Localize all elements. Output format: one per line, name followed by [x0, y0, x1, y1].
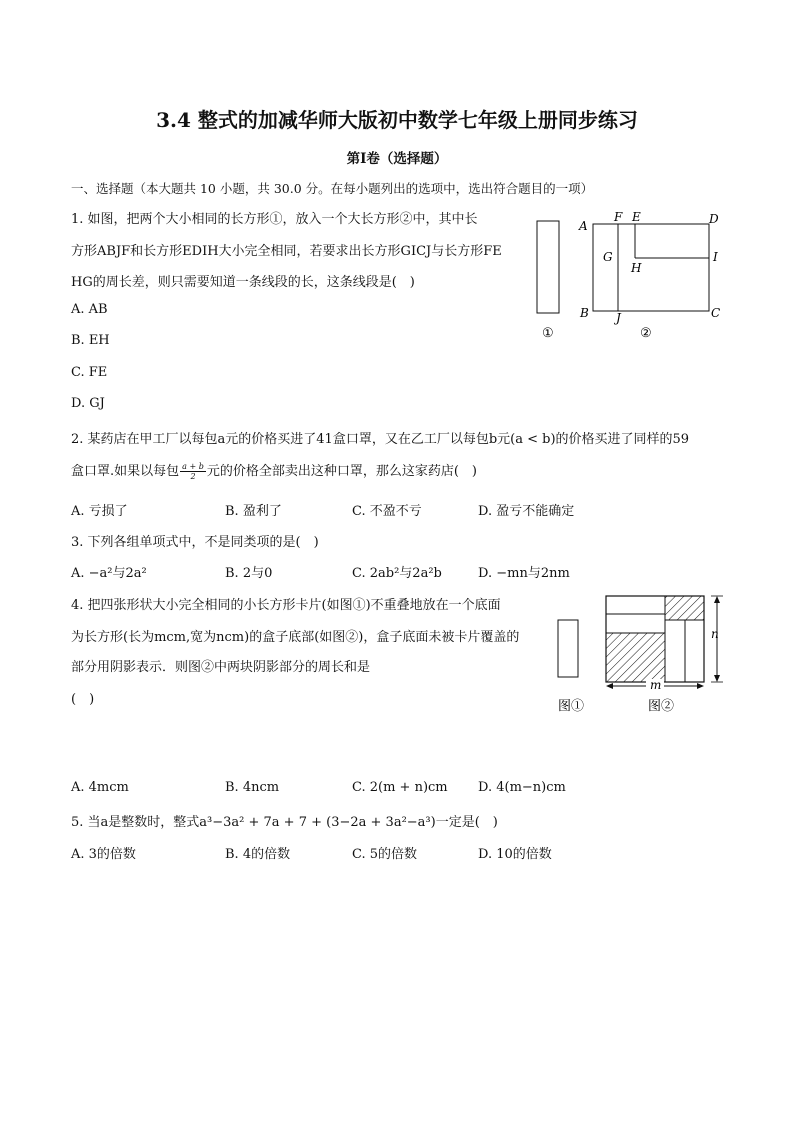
q5-option-d: D. 10的倍数 [478, 847, 552, 862]
figure-2-caption: 图② [648, 699, 675, 714]
q2-fraction [180, 462, 206, 481]
q2-option-c: C. 不盈不亏 [352, 504, 422, 519]
q2-option-b: B. 盈利了 [225, 504, 282, 519]
section-heading: 第I卷（选择题） [346, 151, 448, 167]
q2-option-a: A. 亏损了 [71, 504, 128, 519]
label-h: H [631, 261, 642, 275]
q2-text-line1: 2. 某药店在甲工厂以每包a元的价格买进了41盒口罩，又在乙工厂以每包b元(a < b)的价格买进了同样的59 [71, 432, 690, 447]
q5-option-b: B. 4的倍数 [225, 847, 291, 862]
q1-option-a: A. AB [71, 302, 108, 317]
q3-option-b: B. 2与0 [225, 566, 273, 581]
q4-figure [554, 590, 734, 720]
label-b: B [580, 306, 589, 320]
label-m: m [650, 678, 662, 692]
q1-option-c: C. FE [71, 365, 108, 380]
figure-2-caption: ② [640, 326, 652, 341]
label-f: F [614, 210, 623, 224]
q3-option-d: D. −mn与2nm [478, 566, 570, 581]
q4-text-line3: 部分用阴影表示．则图②中两块阴影部分的周长和是 [71, 660, 371, 675]
q4-text-line4: ( ) [71, 692, 95, 707]
q3-text-line1: 3. 下列各组单项式中，不是同类项的是( ) [71, 535, 319, 550]
label-g: G [603, 250, 613, 264]
q2-fraction-denominator: 2 [190, 472, 196, 481]
q4-option-d: D. 4(m−n)cm [478, 780, 566, 795]
q2-text-line2 [71, 460, 477, 481]
label-a: A [579, 219, 588, 233]
q2-option-d: D. 盈亏不能确定 [478, 504, 575, 519]
q4-option-b: B. 4ncm [225, 780, 280, 795]
figure-1-caption: 图① [558, 699, 585, 714]
q4-text-line2: 为长方形(长为mcm,宽为ncm)的盒子底部(如图②)，盒子底面未被卡片覆盖的 [71, 630, 520, 645]
shaded-region-bottom-left [606, 633, 665, 682]
q4-option-a: A. 4mcm [71, 780, 129, 795]
q1-option-d: D. GJ [71, 396, 105, 411]
label-c: C [711, 306, 721, 320]
q4-option-c: C. 2(m + n)cm [352, 780, 448, 795]
q5-option-a: A. 3的倍数 [71, 847, 136, 862]
label-e: E [632, 210, 641, 224]
q1-text-line3: HG的周长差，则只需要知道一条线段的长，这条线段是( ) [71, 275, 415, 290]
section-instructions: 一、选择题（本大题共 10 小题，共 30.0 分。在每小题列出的选项中，选出符合题目的一项） [71, 181, 594, 196]
q1-text-line1: 1. 如图，把两个大小相同的长方形①，放入一个大长方形②中，其中长 [71, 212, 478, 227]
label-j: J [616, 311, 621, 325]
shaded-region-top-right [665, 596, 704, 620]
q5-option-c: C. 5的倍数 [352, 847, 418, 862]
q1-figure [525, 205, 740, 345]
q3-option-a: A. −a²与2a² [71, 566, 147, 581]
label-i: I [713, 250, 718, 264]
page-title: 3.4 整式的加减华师大版初中数学七年级上册同步练习 [156, 108, 638, 132]
card-shape [558, 620, 578, 677]
q3-option-c: C. 2ab²与2a²b [352, 566, 442, 581]
label-n: n [711, 627, 719, 641]
label-d: D [709, 212, 719, 226]
q1-option-b: B. EH [71, 333, 110, 348]
n-arrow-up-icon [714, 596, 720, 603]
n-arrow-down-icon [714, 675, 720, 682]
q2-line2-pre: 盒口罩.如果以每包 [71, 464, 180, 479]
q4-text-line1: 4. 把四张形状大小完全相同的小长方形卡片(如图①)不重叠地放在一个底面 [71, 598, 501, 613]
m-arrow-right-icon [697, 683, 704, 689]
q5-text-line1: 5. 当a是整数时，整式a³−3a² + 7a + 7 + (3−2a + 3a²−a³)一定是( ) [71, 815, 498, 830]
figure-1-caption: ① [542, 326, 554, 341]
q2-fraction-numerator: a + b [182, 462, 204, 471]
m-arrow-left-icon [606, 683, 613, 689]
rect-1-shape [537, 221, 559, 313]
rect-2-shape [593, 224, 709, 311]
q1-text-line2: 方形ABJF和长方形EDIH大小完全相同，若要求出长方形GICJ与长方形FE [71, 244, 502, 259]
q2-line2-post: 元的价格全部卖出这种口罩，那么这家药店( ) [206, 464, 477, 479]
